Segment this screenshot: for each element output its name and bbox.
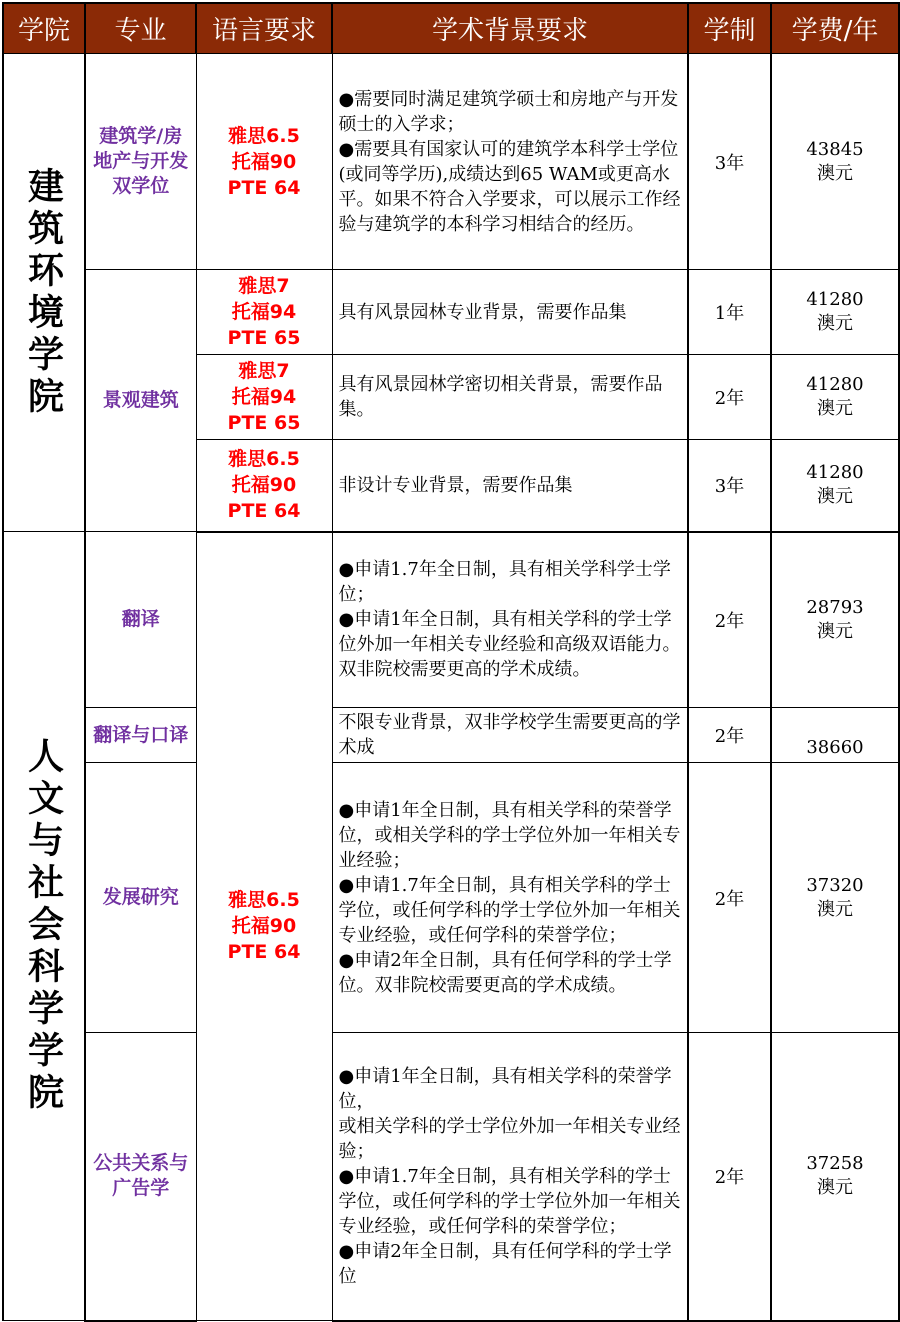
duration: 3年 <box>688 440 771 532</box>
header-duration: 学制 <box>688 3 771 54</box>
table-row <box>3 763 899 1033</box>
fee-currency: 澳元 <box>817 620 853 642</box>
fee-amount: 37258 <box>806 1153 864 1175</box>
academic-background <box>332 270 688 355</box>
fee-currency: 澳元 <box>817 313 853 334</box>
toefl-score: 托福90 <box>231 915 297 938</box>
pte-score: PTE 64 <box>227 176 301 199</box>
header-academic-background: 学术背景要求 <box>332 3 688 54</box>
pte-score: PTE 64 <box>227 941 301 964</box>
background-line: ●申请1年全日制，具有相关学科的荣誉学位，或相关学科的学士学位外加一年相关专业经验； <box>338 799 681 871</box>
language-requirement <box>196 355 332 440</box>
duration: 2年 <box>688 1033 771 1321</box>
fee-currency: 澳元 <box>817 898 853 920</box>
duration: 3年 <box>688 54 771 270</box>
academic-background <box>332 355 688 440</box>
academic-background <box>332 1033 688 1321</box>
college-arts-social-sciences: 人文与社会科学学院 <box>3 532 85 1321</box>
ielts-score: 雅思7 <box>238 360 290 382</box>
pte-score: PTE 65 <box>227 412 301 434</box>
fee-amount: 41280 <box>806 289 864 310</box>
background-line: ●申请1.7年全日制，具有相关学科的学士学位，或任何学科的学士学位外加一年相关专业经验，或任何学科的荣誉学位； <box>338 1165 681 1237</box>
background-line: ●申请1.7年全日制，具有相关学科的学士学位，或任何学科的学士学位外加一年相关专业经验，或任何学科的荣誉学位； <box>338 874 681 946</box>
academic-background <box>332 763 688 1033</box>
academic-background <box>332 708 688 763</box>
table-row <box>3 270 899 355</box>
background-line: 不限专业背景，双非学校学生需要更高的学术成 <box>338 712 681 758</box>
header-tuition: 学费/年 <box>771 3 899 54</box>
pte-score: PTE 65 <box>227 327 301 349</box>
requirements-table <box>2 2 900 1322</box>
ielts-score: 雅思6.5 <box>228 124 300 147</box>
major-name: 发展研究 <box>85 763 196 1033</box>
major-name: 翻译 <box>85 532 196 708</box>
fee-amount: 41280 <box>806 374 864 395</box>
fee-currency: 澳元 <box>817 486 853 508</box>
fee-amount: 41280 <box>806 462 864 484</box>
toefl-score: 托福90 <box>231 474 297 497</box>
major-name: 翻译与口译 <box>85 708 196 763</box>
header-row <box>3 3 899 54</box>
header-language: 语言要求 <box>196 3 332 54</box>
toefl-score: 托福90 <box>231 150 297 173</box>
background-line: ●申请2年全日制，具有任何学科的学士学位。双非院校需要更高的学术成绩。 <box>338 949 672 996</box>
background-line: 或相关学科的学士学位外加一年相关专业经验； <box>338 1115 681 1162</box>
ielts-score: 雅思7 <box>238 275 290 297</box>
tuition-fee <box>771 54 899 270</box>
tuition-fee <box>771 440 899 532</box>
table-row <box>3 532 899 708</box>
academic-background <box>332 54 688 270</box>
duration: 2年 <box>688 532 771 708</box>
academic-background <box>332 532 688 708</box>
fee-currency: 澳元 <box>817 162 853 184</box>
background-line: 具有风景园林学密切相关背景，需要作品集。 <box>338 374 663 420</box>
background-line: 具有风景园林专业背景，需要作品集 <box>338 301 627 323</box>
table-row <box>3 708 899 763</box>
toefl-score: 托福94 <box>231 386 297 408</box>
ielts-score: 雅思6.5 <box>228 889 300 912</box>
fee-amount: 38660 <box>806 737 864 758</box>
toefl-score: 托福94 <box>231 301 297 323</box>
background-line: ●需要具有国家认可的建筑学本科学士学位(或同等学历),成绩达到65 WAM或更高水平。如果不符合入学要求，可以展示工作经验与建筑学的本科学习相结合的经历。 <box>338 138 681 235</box>
header-college: 学院 <box>3 3 85 54</box>
duration: 1年 <box>688 270 771 355</box>
tuition-fee <box>771 1033 899 1321</box>
tuition-fee <box>771 355 899 440</box>
college-built-environment: 建筑环境学院 <box>3 54 85 532</box>
background-line: 非设计专业背景，需要作品集 <box>338 474 573 496</box>
table-row <box>3 1033 899 1321</box>
duration: 2年 <box>688 355 771 440</box>
language-requirement <box>196 270 332 355</box>
tuition-fee <box>771 532 899 708</box>
header-major: 专业 <box>85 3 196 54</box>
duration: 2年 <box>688 763 771 1033</box>
background-line: ●申请1年全日制，具有相关学科的学士学位外加一年相关专业经验和高级双语能力。双非院校需要更高的学术成绩。 <box>338 609 681 681</box>
fee-amount: 37320 <box>806 874 864 896</box>
language-requirement <box>196 440 332 532</box>
ielts-score: 雅思6.5 <box>228 448 300 471</box>
tuition-fee <box>771 708 899 763</box>
fee-currency: 澳元 <box>817 398 853 419</box>
background-line: ●申请2年全日制，具有任何学科的学士学位 <box>338 1240 672 1287</box>
language-requirement <box>196 54 332 270</box>
background-line: ●申请1.7年全日制，具有相关学科学士学位； <box>338 559 671 606</box>
tuition-fee <box>771 270 899 355</box>
background-line: ●申请1年全日制，具有相关学科的荣誉学位， <box>338 1065 672 1112</box>
table-row <box>3 54 899 270</box>
academic-background <box>332 440 688 532</box>
background-line: ●需要同时满足建筑学硕士和房地产与开发硕士的入学求； <box>338 88 679 135</box>
major-name: 景观建筑 <box>85 270 196 532</box>
language-requirement <box>196 532 332 1321</box>
major-name: 公共关系与广告学 <box>85 1033 196 1321</box>
pte-score: PTE 64 <box>227 500 301 523</box>
fee-amount: 28793 <box>806 596 864 618</box>
duration: 2年 <box>688 708 771 763</box>
tuition-fee <box>771 763 899 1033</box>
fee-amount: 43845 <box>806 138 864 160</box>
major-name: 建筑学/房地产与开发双学位 <box>85 54 196 270</box>
fee-currency: 澳元 <box>817 1177 853 1199</box>
